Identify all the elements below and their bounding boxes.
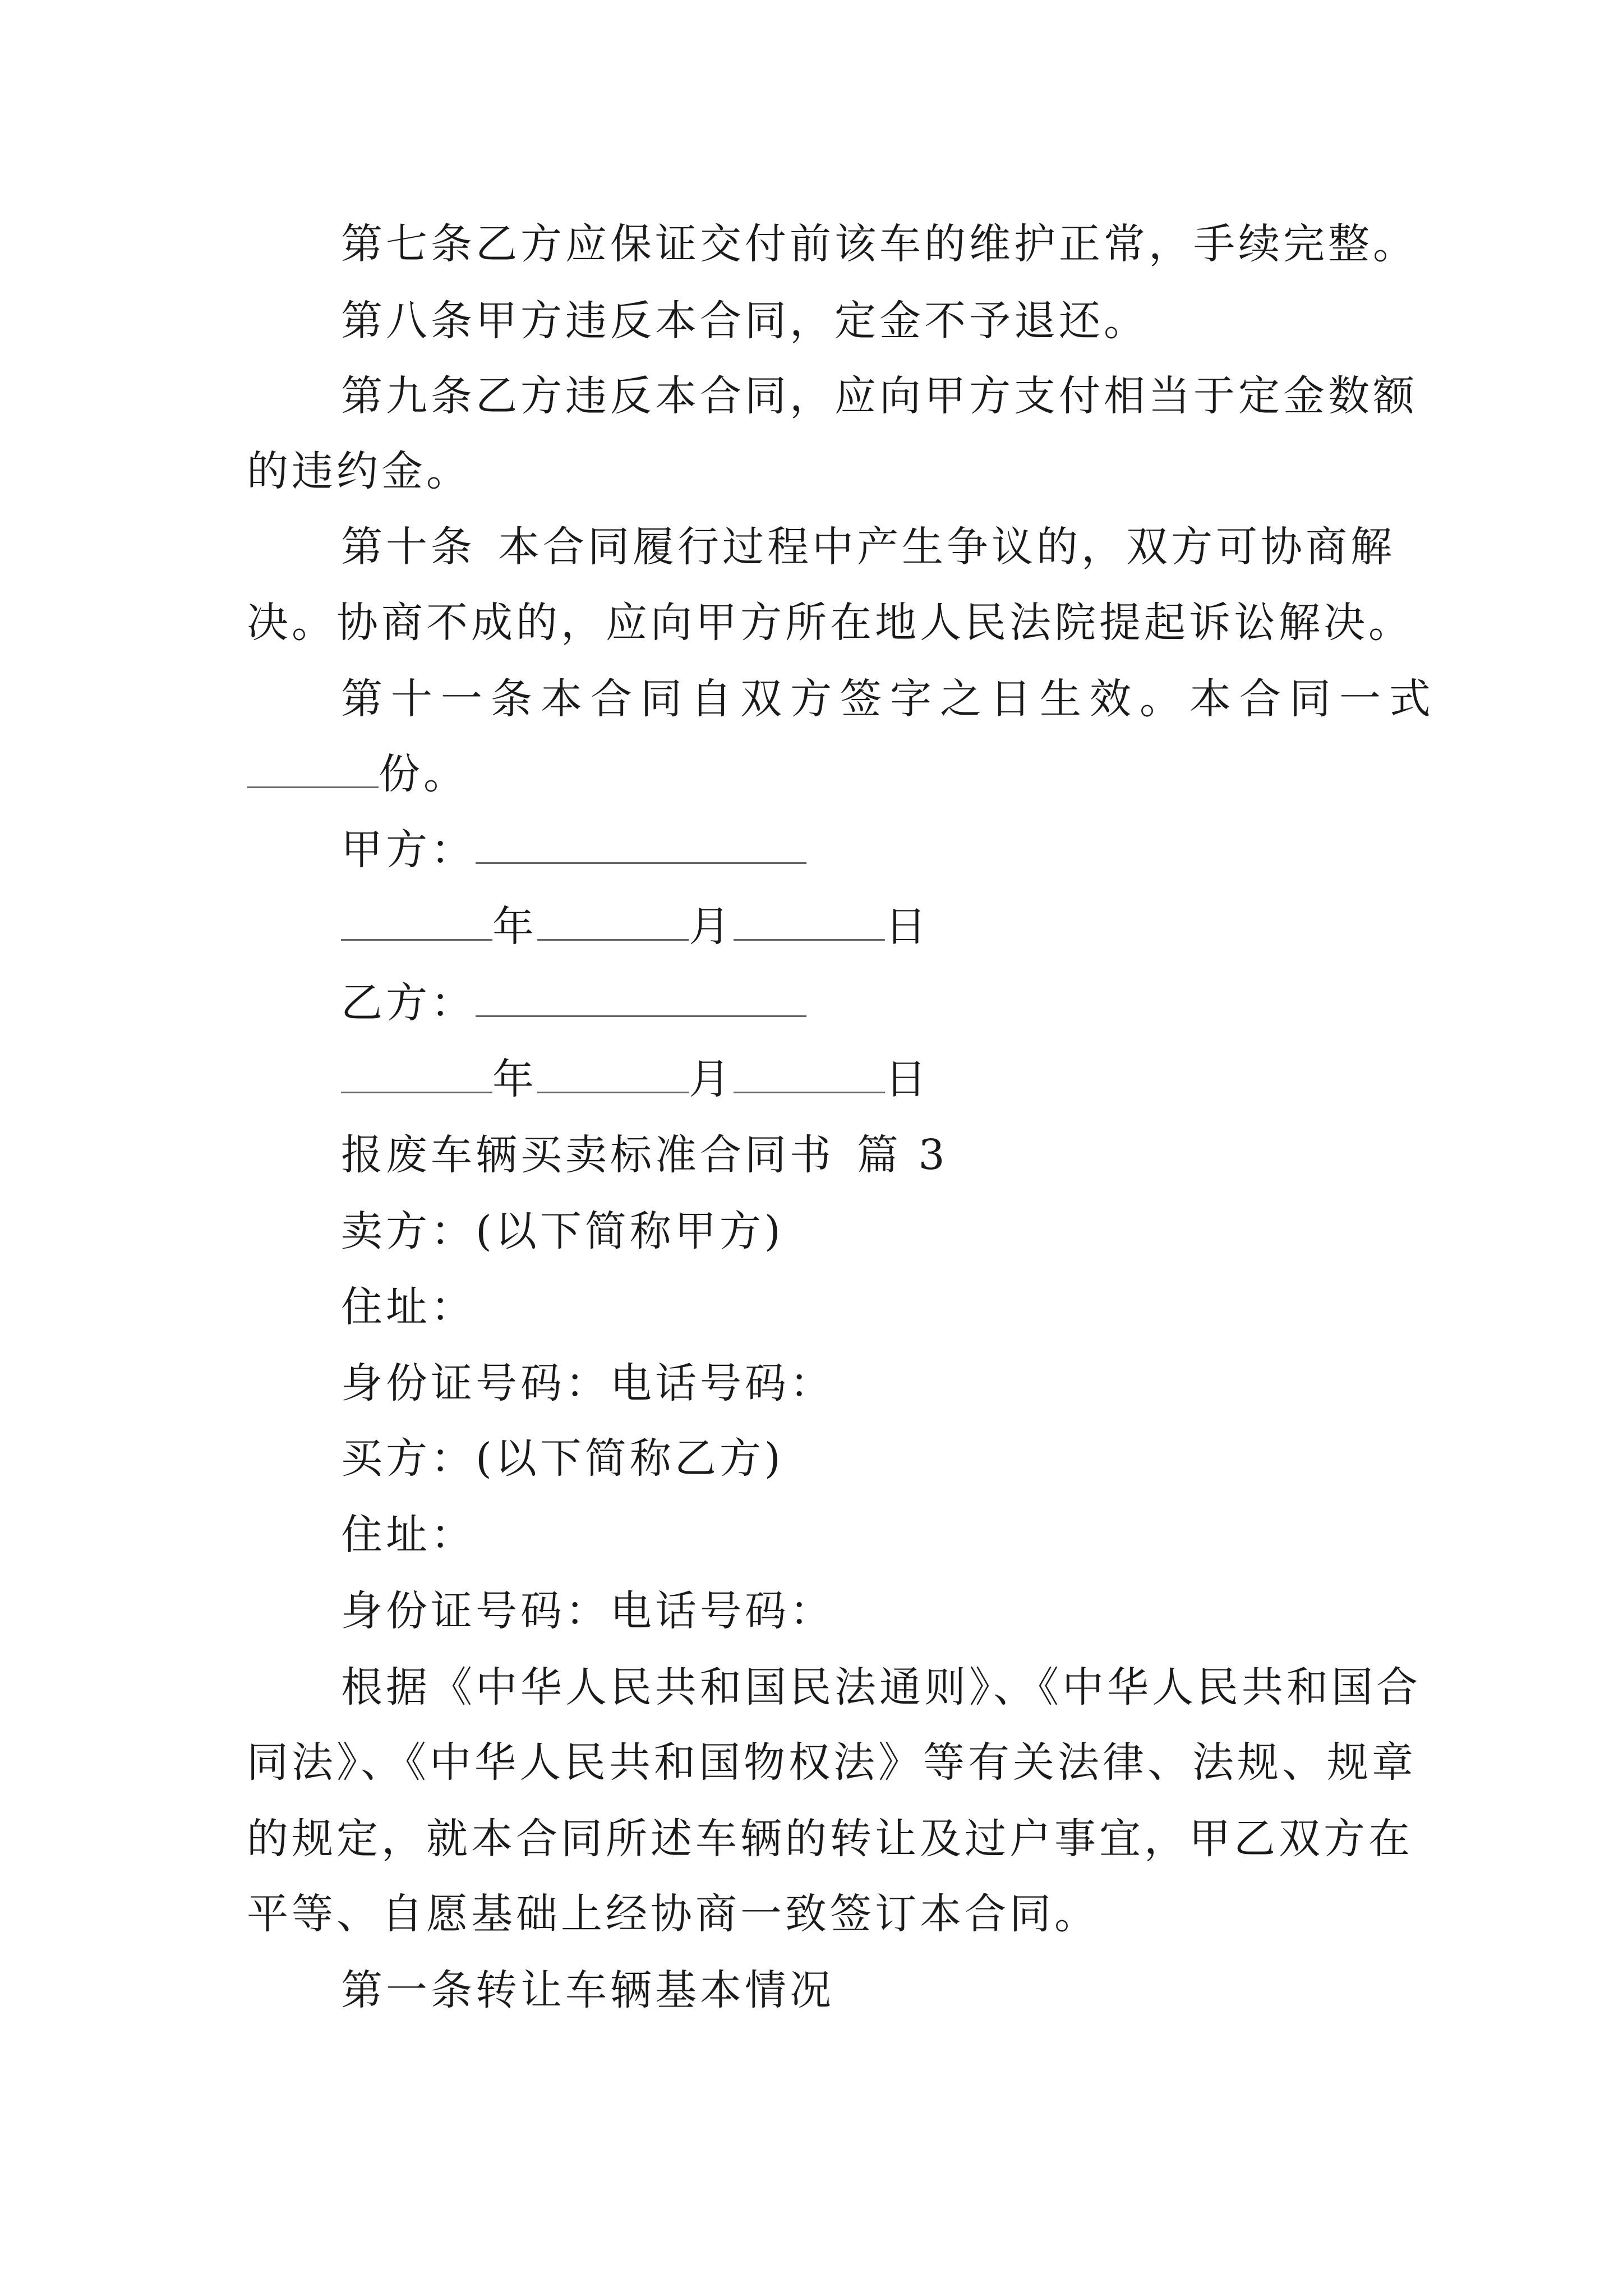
article-10-line	[341, 519, 1485, 575]
section-title: 报废车辆买卖标准合同书	[341, 1131, 834, 1179]
article-10-label: 第十条	[341, 523, 476, 571]
party-a-label: 甲方：	[341, 826, 476, 874]
article-8-line: 第八条甲方违反本合同，定金不予退还。	[341, 297, 1149, 345]
copies-suffix: 份。	[379, 750, 468, 798]
preamble-line-4: 平等、自愿基础上经协商一致签订本合同。	[247, 1890, 1099, 1938]
party-b-date-line	[341, 1051, 1485, 1107]
section-number: 篇 3	[857, 1131, 948, 1179]
month-label: 月	[689, 903, 734, 951]
article-9-line: 第九条乙方违反本合同，应向甲方支付相当于定金数额	[341, 372, 1418, 420]
month-blank[interactable]	[537, 900, 689, 941]
article-10-continuation: 决。协商不成的，应向甲方所在地人民法院提起诉讼解决。	[247, 599, 1413, 647]
year-blank[interactable]	[341, 900, 492, 941]
preamble-line-1: 根据《中华人民共和国民法通则》、《中华人民共和国合	[341, 1663, 1421, 1711]
day-label: 日	[885, 1055, 930, 1103]
month-blank[interactable]	[537, 1052, 689, 1093]
year-blank[interactable]	[341, 1052, 492, 1093]
article-10-text: 本合同履行过程中产生争议的，双方可协商解	[498, 523, 1395, 571]
year-label: 年	[492, 903, 537, 951]
party-b-blank[interactable]	[476, 976, 806, 1017]
party-b-label: 乙方：	[341, 979, 476, 1027]
buyer-id-phone-line: 身份证号码：电话号码：	[341, 1587, 834, 1635]
article-11-continuation	[247, 746, 1391, 802]
article-11-line: 第十一条本合同自双方签字之日生效。本合同一式	[341, 675, 1439, 723]
day-label: 日	[885, 903, 930, 951]
month-label: 月	[689, 1055, 734, 1103]
preamble-line-3: 的规定，就本合同所述车辆的转让及过户事宜，甲乙双方在	[247, 1815, 1413, 1863]
article-7-line: 第七条乙方应保证交付前该车的维护正常，手续完整。	[341, 220, 1418, 268]
seller-address-line: 住址：	[341, 1283, 476, 1331]
buyer-line: 买方：(以下简称乙方)	[341, 1434, 784, 1483]
article-1-heading: 第一条转让车辆基本情况	[341, 1966, 834, 2014]
year-label: 年	[492, 1055, 537, 1103]
party-b-signature-line	[341, 975, 1485, 1031]
copies-blank[interactable]	[247, 747, 379, 788]
day-blank[interactable]	[734, 900, 885, 941]
buyer-address-line: 住址：	[341, 1511, 476, 1559]
seller-id-phone-line: 身份证号码：电话号码：	[341, 1359, 834, 1407]
section-heading	[341, 1127, 1485, 1183]
party-a-blank[interactable]	[476, 823, 806, 864]
party-a-signature-line	[341, 822, 1485, 878]
article-9-continuation: 的违约金。	[247, 447, 471, 495]
seller-line: 卖方：(以下简称甲方)	[341, 1207, 784, 1255]
preamble-line-2: 同法》、《中华人民共和国物权法》等有关法律、法规、规章	[247, 1738, 1417, 1787]
day-blank[interactable]	[734, 1052, 885, 1093]
party-a-date-line	[341, 899, 1485, 955]
